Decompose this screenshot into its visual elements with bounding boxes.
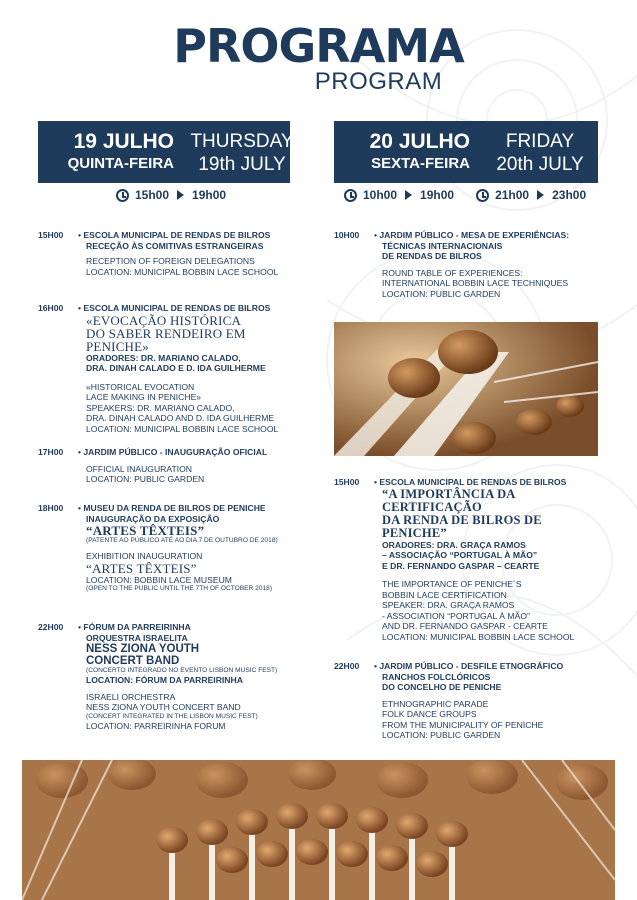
event-pt <box>374 488 602 572</box>
day2-header <box>334 121 598 183</box>
event-line: TÉCNICAS INTERNACIONAIS <box>382 240 503 251</box>
day2-weekday-en: FRIDAY <box>505 131 575 152</box>
day2-hours1-end: 19h00 <box>420 188 455 202</box>
play-triangle-icon <box>537 190 544 200</box>
event-en-line: LOCATION: PUBLIC GARDEN <box>382 288 501 299</box>
event-en-line: EXHIBITION INAUGURATION <box>86 551 203 561</box>
day1-header <box>38 121 294 183</box>
event-quote: “A IMPORTÂNCIA DA CERTIFICAÇÃO <box>382 486 515 514</box>
bobbins-row-illustration <box>22 760 615 900</box>
event-speakers: ORADORES: DRA. GRAÇA RAMOS <box>382 539 526 550</box>
event-en-line: ETHNOGRAPHIC PARADE <box>382 698 489 709</box>
event-small: (CONCERTO INTEGRADO NO EVENTO LISBON MUSIC FEST) <box>86 667 278 674</box>
event-body <box>374 230 602 299</box>
event-pt <box>78 514 310 546</box>
event-line: DE RENDAS DE BILROS <box>382 251 482 261</box>
day2-weekday-pt: SEXTA-FEIRA <box>371 155 470 172</box>
program-title <box>0 19 637 95</box>
title-sub: PROGRAM <box>314 68 443 95</box>
event-en-line: BOBBIN LACE CERTIFICATION <box>382 589 507 600</box>
event-time: 22H00 <box>38 622 64 632</box>
clock-icon <box>116 189 129 202</box>
day1-date-pt: 19 JULHO <box>73 130 174 153</box>
event-location: • JARDIM PÚBLICO - INAUGURAÇÃO OFICIAL <box>78 447 268 457</box>
event-time: 15H00 <box>334 477 360 487</box>
event-body <box>78 447 310 485</box>
event-line: INAUGURAÇÃO DA EXPOSIÇÃO <box>86 513 220 524</box>
event-time: 10H00 <box>334 230 360 240</box>
event-location: • JARDIM PÚBLICO - MESA DE EXPERIÊNCIAS: <box>374 230 570 240</box>
day2-hours-group-2 <box>476 188 586 202</box>
event-english <box>78 382 310 435</box>
event-en-line: AND DR. FERNANDO GASPAR - CEARTE <box>382 621 548 631</box>
day2-date-en: 20th JULY <box>496 154 584 175</box>
event-quote: «EVOCAÇÃO HISTÓRICA <box>86 312 242 328</box>
event-quote: DO SABER RENDEIRO EM PENICHE» <box>86 325 246 354</box>
event-location: • ESCOLA MUNICIPAL DE RENDAS DE BILROS <box>78 230 271 240</box>
event-en-line: ROUND TABLE OF EXPERIENCES: <box>382 267 523 278</box>
event-location: • ESCOLA MUNICIPAL DE RENDAS DE BILROS <box>374 477 567 487</box>
event-english <box>78 692 310 732</box>
day1-date-en: 19th JULY <box>198 154 286 175</box>
day2-hours <box>344 188 600 202</box>
event-pt <box>78 314 310 374</box>
bobbins-photo <box>334 322 598 456</box>
bobbins-illustration <box>334 322 598 456</box>
event-speakers: E DR. FERNANDO GASPAR – CEARTE <box>382 560 540 571</box>
event-en-line: LOCATION: MUNICIPAL BOBBIN LACE SCHOOL <box>86 423 279 434</box>
clock-icon <box>344 189 357 202</box>
day2-hours2-end: 23h00 <box>552 188 587 202</box>
event-body <box>374 477 602 642</box>
event-body <box>78 503 310 593</box>
event-en-line: OFFICIAL INAUGURATION <box>86 463 192 474</box>
day1-hours-end: 19h00 <box>192 188 227 202</box>
event-en-quote: “ARTES TÊXTEIS” <box>86 560 197 576</box>
day1-en <box>188 130 296 176</box>
event-english <box>374 579 602 642</box>
event-english <box>374 268 602 300</box>
event-pt <box>78 633 310 686</box>
event-location: • FÓRUM DA PARREIRINHA <box>78 622 191 632</box>
event-en-line: ISRAELI ORCHESTRA <box>86 691 176 702</box>
event-en-line: LACE MAKING IN PENICHE» <box>86 392 202 402</box>
play-triangle-icon <box>177 190 184 200</box>
event-en-line: RECEPTION OF FOREIGN DELEGATIONS <box>86 256 255 266</box>
event-line: RECEÇÃO ÀS COMITIVAS ESTRANGEIRAS <box>86 240 264 251</box>
event-en-line: - ASSOCIATION “PORTUGAL À MÃO” <box>382 610 530 621</box>
event-en-line: SPEAKERS: DR. MARIANO CALADO, <box>86 402 235 413</box>
event-big: CONCERT BAND <box>86 655 180 667</box>
title-main: PROGRAMA <box>173 19 464 73</box>
clock-icon <box>476 189 489 202</box>
event-en-line: THE IMPORTANCE OF PENICHE´S <box>382 579 522 589</box>
event-en-line: LOCATION: BOBBIN LACE MUSEUM <box>86 574 232 585</box>
event-quote: “ARTES TÊXTEIS” <box>86 523 205 538</box>
event-location: • ESCOLA MUNICIPAL DE RENDAS DE BILROS <box>78 303 271 313</box>
event-en-line: INTERNATIONAL BOBBIN LACE TECHNIQUES <box>382 278 569 288</box>
day2-hours-group-1 <box>344 188 454 202</box>
day1-hours-start: 15h00 <box>135 188 170 202</box>
event-en-line: FOLK DANCE GROUPS <box>382 709 477 719</box>
day1-weekday-en: THURSDAY <box>190 131 294 152</box>
event-speakers: – ASSOCIAÇÃO “PORTUGAL À MÃO” <box>382 550 538 560</box>
event-location: • MUSEU DA RENDA DE BILROS DE PENICHE <box>78 503 266 513</box>
bobbins-row-photo <box>22 760 615 900</box>
event-body <box>78 303 310 434</box>
event-line: DO CONCELHO DE PENICHE <box>382 682 502 692</box>
event-speakers: DRA. DINAH CALADO E D. IDA GUILHERME <box>86 363 266 373</box>
event-en-line: LOCATION: MUNICIPAL BOBBIN LACE SCHOOL <box>382 631 575 642</box>
event-location: • JARDIM PÚBLICO - DESFILE ETNOGRÁFICO <box>374 661 564 671</box>
event-en-line: NESS ZIONA YOUTH CONCERT BAND <box>86 702 241 712</box>
event-speakers: ORADORES: DR. MARIANO CALADO, <box>86 352 241 363</box>
day1-pt <box>38 130 174 174</box>
event-en-line: LOCATION: PARREIRINHA FORUM <box>86 720 226 731</box>
event-en-line: LOCATION: PUBLIC GARDEN <box>382 730 501 740</box>
event-english <box>78 551 310 593</box>
day1-hours <box>116 188 240 202</box>
event-time: 15H00 <box>38 230 64 240</box>
event-line: RANCHOS FOLCLÓRICOS <box>382 671 491 682</box>
event-small: (PATENTE AO PÚBLICO ATÉ AO DIA 7 DE OUTUBRO DE 2018) <box>86 537 278 544</box>
event-en-line: «HISTORICAL EVOCATION <box>86 381 195 392</box>
day1-hours-group <box>116 188 226 202</box>
event-line: ORQUESTRA ISRAELITA <box>86 632 188 643</box>
event-time: 16H00 <box>38 303 64 313</box>
day2-en <box>484 130 596 176</box>
event-time: 22H00 <box>334 661 360 671</box>
day1-weekday-pt: QUINTA-FEIRA <box>67 155 174 172</box>
event-time: 18H00 <box>38 503 64 513</box>
event-big: NESS ZIONA YOUTH <box>86 643 200 655</box>
event-english <box>374 699 602 741</box>
event-en-line: DRA. DINAH CALADO AND D. IDA GUILHERME <box>86 413 275 423</box>
day2-date-pt: 20 JULHO <box>369 130 470 153</box>
event-body <box>374 661 602 741</box>
event-en-small: (CONCERT INTEGRATED IN THE LISBON MUSIC FEST) <box>86 712 258 720</box>
event-quote: DA RENDA DE BILROS DE PENICHE” <box>382 512 542 540</box>
day2-hours1-start: 10h00 <box>363 188 398 202</box>
event-en-line: LOCATION: PUBLIC GARDEN <box>86 474 205 484</box>
event-body <box>78 622 310 731</box>
day2-pt <box>334 130 470 174</box>
event-en-line: SPEAKER: DRA. GRAÇA RAMOS <box>382 600 515 610</box>
event-english <box>78 464 310 485</box>
event-en-small: (OPEN TO THE PUBLIC UNTIL THE 7TH OF OCTOBER 2018) <box>86 585 273 592</box>
event-line: LOCATION: FÓRUM DA PARREIRINHA <box>86 675 243 685</box>
event-body <box>78 230 310 277</box>
event-en-line: LOCATION: MUNICIPAL BOBBIN LACE SCHOOL <box>86 266 279 277</box>
event-en-line: FROM THE MUNICIPALITY OF PENICHE <box>382 719 544 730</box>
day2-hours2-start: 21h00 <box>495 188 530 202</box>
event-time: 17H00 <box>38 447 64 457</box>
event-english <box>78 256 310 277</box>
play-triangle-icon <box>405 190 412 200</box>
